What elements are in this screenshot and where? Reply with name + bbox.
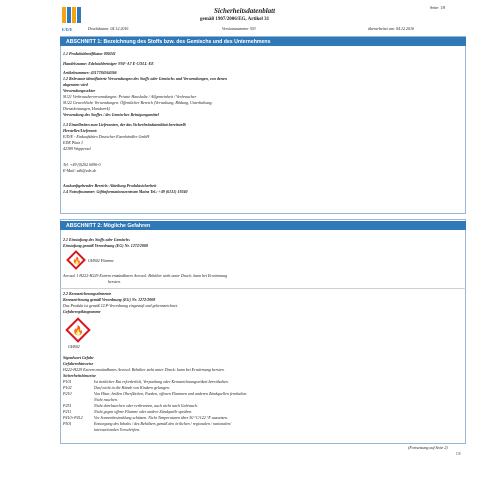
s2-line: H222-H229 Extrem entzündbares Aerosol. Behälter steht unter Druck: kann bei Erwärmung bersten.: [63, 367, 225, 372]
s1-line: Auskunftgebender Bereich: Abteilung Produktsicherheit: [63, 183, 157, 188]
document-subtitle: gemäß 1907/2006/EG, Artikel 31: [200, 17, 270, 22]
s1-line: Artikelnummer: 4317784564366: [63, 70, 117, 75]
precaution-text: Darf nicht in die Hände von Kindern gelangen.: [94, 385, 170, 390]
divider: [60, 288, 466, 289]
s1-line: EDE Platz 1: [63, 140, 83, 145]
logo-text: E/D/E: [62, 27, 73, 32]
precaution-code: P101: [63, 379, 72, 384]
precaution-code: P210: [63, 391, 72, 396]
section2-header: [60, 221, 466, 230]
s1-line: 1.4 Notrufnummer: Giftinformationszentrum Mainz Tel.: +49 (6131) 19240: [63, 189, 188, 194]
s2-line: Sicherheitshinweise: [63, 373, 96, 378]
print-date: Druckdatum: 04.12.2016: [88, 26, 129, 31]
continued-note: (Fortsetzung auf Seite 2): [408, 445, 448, 450]
version-number: Versionsnummer 303: [222, 26, 256, 31]
section2-title: ABSCHNITT 2: Mögliche Gefahren: [66, 223, 151, 229]
flame-icon: 🔥: [72, 256, 82, 265]
logo-icon: [60, 4, 84, 28]
s1-line: E/D/E - Einkaufsbüro Deutscher Eisenhändler GmbH: [63, 134, 150, 139]
s1-line: SU21 Verbraucherverwendungen: Private Haushalte / Allgemeinheit / Verbraucher: [63, 94, 197, 99]
s2-line: bersten.: [108, 279, 121, 284]
s1-line: Dienstleistungen, Handwerk): [63, 106, 110, 111]
precaution-code: P251: [63, 403, 72, 408]
precaution-code: P102: [63, 385, 72, 390]
precaution-text: Nicht gegen offene Flamme oder andere Zündquelle sprühen.: [94, 409, 193, 414]
s2-line: Kennzeichnung gemäß Verordnung (EG) Nr. 1272/2008: [63, 297, 156, 302]
s1-line: 1.2 Relevante identifizierte Verwendungen des Stoffs oder Gemischs und Verwendungen, von denen: [63, 76, 227, 81]
s1-line: 1.3 Einzelheiten zum Lieferanten, der das Sicherheitsdatenblatt bereitstellt: [63, 122, 186, 127]
revision-date: überarbeitet am: 04.12.2016: [368, 26, 414, 31]
precaution-text: internationalen Vorschriften.: [94, 427, 141, 432]
s1-line: 1.1 Produktidentifikator 000241: [63, 51, 116, 56]
company-logo: [60, 4, 84, 28]
s2-line: 2.1 Einstufung des Stoffs oder Gemischs: [63, 237, 130, 242]
s1-line: Handelsname: Edelstahlreiniger NSF-A7 E-COLL-EE: [63, 61, 154, 66]
precaution-text: Von Hitze, heißen Oberflächen, Funken, offenen Flammen und anderen Zündquellen fernhalten.: [94, 391, 248, 396]
section1-title: ABSCHNITT 1: Bezeichnung des Stoffs bzw. des Gemischs und des Unternehmens: [66, 39, 271, 45]
s1-line: Verwendungssektor: [63, 88, 96, 93]
footer-code: DE: [456, 451, 462, 456]
precaution-code: P501: [63, 421, 72, 426]
s1-line: Hersteller/Lieferant:: [63, 128, 98, 133]
document-title: Sicherheitsdatenblatt: [214, 7, 276, 15]
s1-line: SU22 Gewerbliche Verwendungen: Öffentlicher Bereich (Verwaltung, Bildung, Unterhaltung,: [63, 100, 213, 105]
s2-line: Gefahrenpiktogramme: [63, 309, 101, 314]
s2-line: Signalwort Gefahr: [63, 355, 94, 360]
precaution-text: Ist ärztlicher Rat erforderlich, Verpackung oder Kennzeichnungsetikett bereithalten.: [94, 379, 229, 384]
s1-line: Tel. +49 (0)202 6096-0: [63, 162, 101, 167]
precaution-text: Nicht rauchen.: [94, 397, 118, 402]
ghs-label: GHS02 Flamme: [88, 258, 114, 263]
ghs-label: GHS02: [68, 344, 80, 349]
s2-line: Gefahrenhinweise: [63, 361, 94, 366]
s1-line: Verwendung des Stoffes / des Gemisches Reinigungsmittel: [63, 112, 159, 117]
precaution-code: P410+P412: [63, 415, 83, 420]
s1-line: abgeraten wird: [63, 82, 88, 87]
precaution-text: Vor Sonnenbestrahlung schützen. Nicht Temperaturen über 50 °C/122 °F aussetzen.: [94, 415, 229, 420]
page-number: Seite: 1/8: [430, 5, 446, 10]
s2-line: Aerosol 1 H222-H229 Extrem entzündbares Aerosol. Behälter steht unter Druck: kann bei Erwärmung: [63, 273, 228, 278]
s1-line: E-Mail: sdb@ede.de: [63, 168, 97, 173]
s2-line: Einstufung gemäß Verordnung (EG) Nr. 1272/2008: [63, 243, 148, 248]
flame-icon: 🔥: [72, 325, 84, 336]
s2-line: 2.2 Kennzeichnungselemente: [63, 291, 112, 296]
s1-line: 42389 Wuppertal: [63, 146, 91, 151]
section1-header: [60, 37, 466, 46]
precaution-code: P211: [63, 409, 72, 414]
precaution-text: Nicht durchstechen oder verbrennen, auch nicht nach Gebrauch.: [94, 403, 198, 408]
precaution-text: Entsorgung des Inhalts / des Behälters gemäß den örtlichen / regionalen / nationalen/: [94, 421, 232, 426]
s2-line: Das Produkt ist gemäß CLP-Verordnung eingestuft und gekennzeichnet.: [63, 303, 178, 308]
